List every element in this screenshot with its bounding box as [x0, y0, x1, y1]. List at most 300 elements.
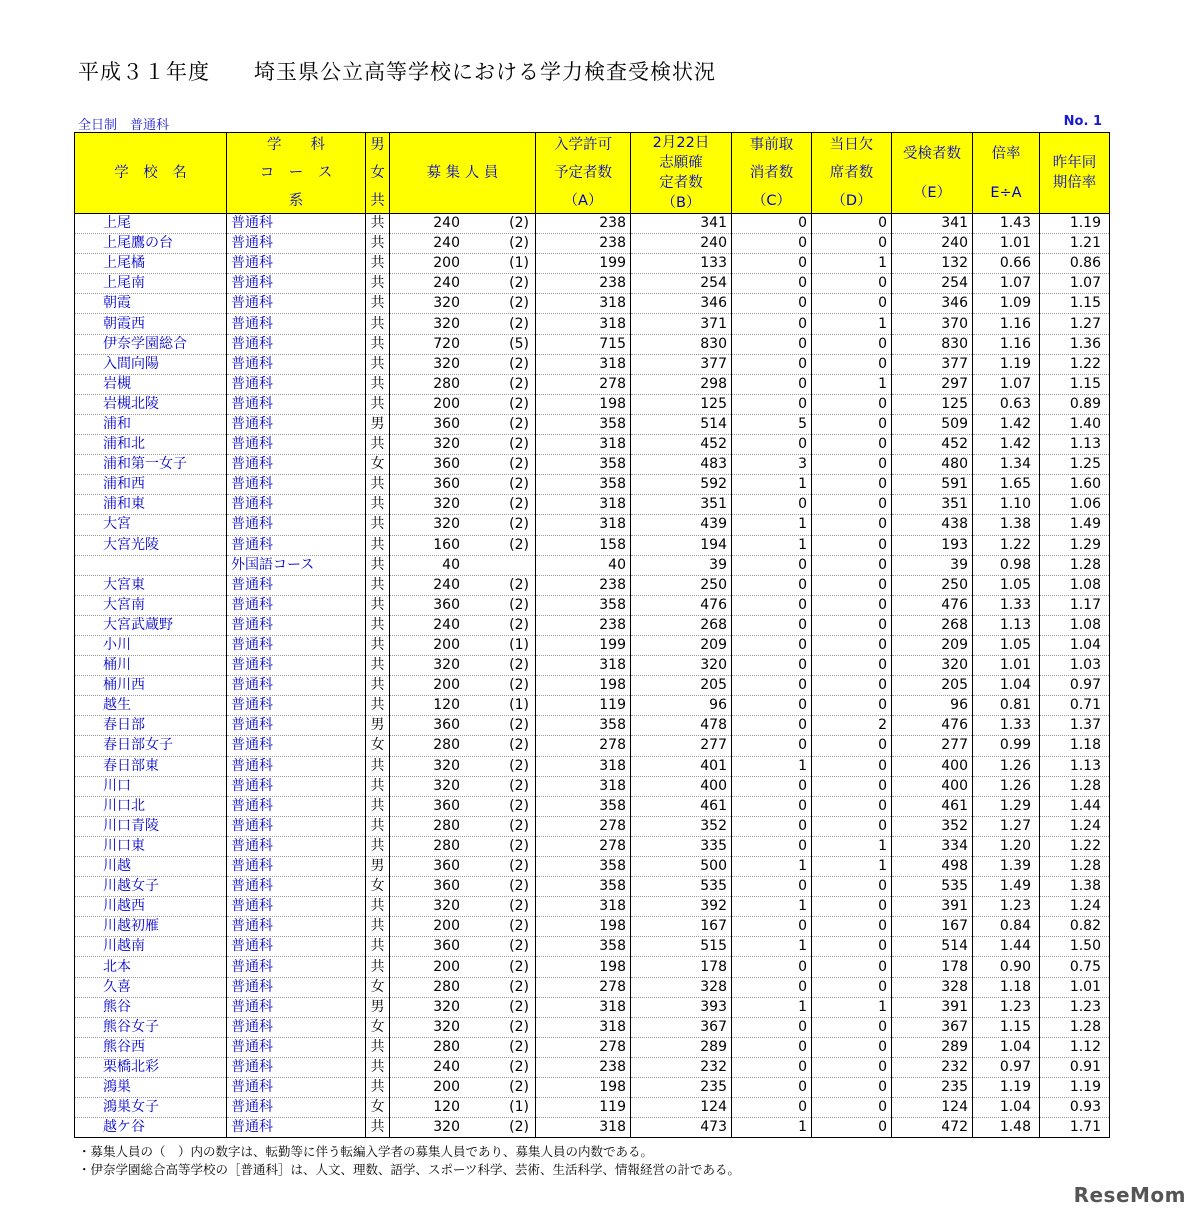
quota-value: 200: [433, 395, 460, 412]
table-row: [75, 575, 1110, 595]
examinees-cell: 514: [892, 937, 973, 957]
header-d: 当日欠 席者数 （D）: [812, 133, 892, 214]
course-cell: 普通科: [227, 635, 366, 655]
planned-admissions-cell: 318: [536, 656, 631, 676]
gender-cell: 共: [366, 796, 390, 816]
quota-transfer: (2): [509, 677, 529, 694]
prev-ratio-cell: 1.01: [1040, 977, 1110, 997]
applicants-cell: 352: [631, 816, 732, 836]
prev-ratio-cell: 0.91: [1040, 1057, 1110, 1077]
prev-ratio-cell: 1.07: [1040, 274, 1110, 294]
withdrawn-cell: 0: [732, 1098, 812, 1118]
applicants-cell: 830: [631, 334, 732, 354]
quota-value: 280: [433, 737, 460, 754]
examinees-cell: 250: [892, 575, 973, 595]
planned-admissions-cell: 358: [536, 475, 631, 495]
ratio-cell: 1.10: [973, 495, 1040, 515]
school-name-cell: 浦和: [75, 414, 227, 434]
withdrawn-cell: 0: [732, 836, 812, 856]
planned-admissions-cell: 318: [536, 897, 631, 917]
table-row: [75, 354, 1110, 374]
ratio-cell: 1.38: [973, 515, 1040, 535]
planned-admissions-cell: 40: [536, 555, 631, 575]
course-cell: 外国語コース: [227, 555, 366, 575]
prev-ratio-cell: 1.23: [1040, 997, 1110, 1017]
quota-value: 240: [433, 235, 460, 252]
quota-cell: [390, 977, 536, 997]
prev-ratio-cell: 1.27: [1040, 314, 1110, 334]
quota-transfer: (2): [509, 235, 529, 252]
quota-transfer: (2): [509, 355, 529, 372]
school-name-cell: 桶川西: [75, 676, 227, 696]
quota-cell: [390, 957, 536, 977]
gender-cell: 共: [366, 836, 390, 856]
quota-value: 320: [433, 657, 460, 674]
examinees-cell: 334: [892, 836, 973, 856]
quota-value: 240: [433, 275, 460, 292]
ratio-cell: 0.66: [973, 254, 1040, 274]
school-name-cell: 春日部東: [75, 756, 227, 776]
prev-ratio-cell: 1.44: [1040, 796, 1110, 816]
quota-value: 360: [433, 878, 460, 895]
gender-cell: 共: [366, 354, 390, 374]
quota-value: 360: [433, 415, 460, 432]
results-table: [74, 132, 1110, 1138]
course-cell: 普通科: [227, 977, 366, 997]
gender-cell: 共: [366, 495, 390, 515]
absent-cell: 0: [812, 414, 892, 434]
ratio-cell: 1.22: [973, 535, 1040, 555]
absent-cell: 1: [812, 997, 892, 1017]
withdrawn-cell: 0: [732, 1017, 812, 1037]
quota-transfer: (2): [509, 476, 529, 493]
table-row: [75, 937, 1110, 957]
quota-transfer: (1): [509, 637, 529, 654]
absent-cell: 1: [812, 857, 892, 877]
prev-ratio-cell: 0.71: [1040, 696, 1110, 716]
applicants-cell: 320: [631, 656, 732, 676]
applicants-cell: 371: [631, 314, 732, 334]
course-cell: 普通科: [227, 957, 366, 977]
quota-value: 280: [433, 817, 460, 834]
applicants-cell: 535: [631, 877, 732, 897]
prev-ratio-cell: 0.89: [1040, 394, 1110, 414]
gender-cell: 共: [366, 475, 390, 495]
table-row: [75, 676, 1110, 696]
header-gender: 男 女 共: [366, 133, 390, 214]
course-cell: 普通科: [227, 1017, 366, 1037]
table-row: [75, 515, 1110, 535]
school-name-cell: 伊奈学園総合: [75, 334, 227, 354]
applicants-cell: 133: [631, 254, 732, 274]
gender-cell: 女: [366, 1098, 390, 1118]
school-name-cell: 熊谷: [75, 997, 227, 1017]
table-row: [75, 836, 1110, 856]
applicants-cell: 205: [631, 676, 732, 696]
quota-value: 320: [433, 295, 460, 312]
quota-value: 320: [433, 496, 460, 513]
quota-cell: [390, 294, 536, 314]
ratio-cell: 1.26: [973, 756, 1040, 776]
examinees-cell: 277: [892, 736, 973, 756]
prev-ratio-cell: 0.93: [1040, 1098, 1110, 1118]
school-name-cell: 上尾鷹の台: [75, 234, 227, 254]
examinees-cell: 438: [892, 515, 973, 535]
planned-admissions-cell: 199: [536, 635, 631, 655]
gender-cell: 共: [366, 535, 390, 555]
school-name-cell: 栗橋北彩: [75, 1057, 227, 1077]
prev-ratio-cell: 1.15: [1040, 294, 1110, 314]
withdrawn-cell: 0: [732, 354, 812, 374]
planned-admissions-cell: 238: [536, 1057, 631, 1077]
ratio-cell: 1.42: [973, 435, 1040, 455]
quota-cell: [390, 736, 536, 756]
quota-value: 240: [433, 616, 460, 633]
planned-admissions-cell: 318: [536, 1017, 631, 1037]
course-cell: 普通科: [227, 435, 366, 455]
withdrawn-cell: 1: [732, 475, 812, 495]
planned-admissions-cell: 318: [536, 294, 631, 314]
prev-ratio-cell: 1.40: [1040, 414, 1110, 434]
planned-admissions-cell: 358: [536, 937, 631, 957]
ratio-cell: 1.42: [973, 414, 1040, 434]
header-school: 学 校 名: [75, 133, 227, 214]
withdrawn-cell: 0: [732, 776, 812, 796]
gender-cell: 共: [366, 937, 390, 957]
course-cell: 普通科: [227, 575, 366, 595]
header-ratio: 倍率 E÷A: [973, 133, 1040, 214]
quota-cell: [390, 776, 536, 796]
quota-cell: [390, 254, 536, 274]
table-row: [75, 234, 1110, 254]
absent-cell: 0: [812, 595, 892, 615]
school-name-cell: 朝霞: [75, 294, 227, 314]
absent-cell: 0: [812, 234, 892, 254]
prev-ratio-cell: 1.12: [1040, 1037, 1110, 1057]
absent-cell: 0: [812, 214, 892, 234]
quota-transfer: (2): [509, 717, 529, 734]
header-a: 入学許可 予定者数 （A）: [536, 133, 631, 214]
prev-ratio-cell: 1.21: [1040, 234, 1110, 254]
quota-value: 360: [433, 938, 460, 955]
prev-ratio-cell: 1.38: [1040, 877, 1110, 897]
absent-cell: 0: [812, 334, 892, 354]
applicants-cell: 341: [631, 214, 732, 234]
course-cell: 普通科: [227, 1057, 366, 1077]
prev-ratio-cell: 1.03: [1040, 656, 1110, 676]
course-cell: 普通科: [227, 756, 366, 776]
examinees-cell: 209: [892, 635, 973, 655]
examinees-cell: 391: [892, 897, 973, 917]
quota-transfer: (2): [509, 898, 529, 915]
prev-ratio-cell: 1.50: [1040, 937, 1110, 957]
quota-value: 360: [433, 596, 460, 613]
gender-cell: 共: [366, 254, 390, 274]
examinees-cell: 498: [892, 857, 973, 877]
quota-value: 360: [433, 858, 460, 875]
school-name-cell: 上尾南: [75, 274, 227, 294]
gender-cell: 共: [366, 676, 390, 696]
school-name-cell: 入間向陽: [75, 354, 227, 374]
quota-value: 320: [433, 1018, 460, 1035]
quota-value: 40: [442, 556, 460, 573]
absent-cell: 0: [812, 555, 892, 575]
prev-ratio-cell: 1.08: [1040, 615, 1110, 635]
applicants-cell: 439: [631, 515, 732, 535]
quota-transfer: (2): [509, 536, 529, 553]
planned-admissions-cell: 238: [536, 274, 631, 294]
quota-transfer: (1): [509, 697, 529, 714]
quota-value: 360: [433, 476, 460, 493]
quota-value: 280: [433, 1038, 460, 1055]
school-name-cell: 川口北: [75, 796, 227, 816]
quota-cell: [390, 635, 536, 655]
ratio-cell: 0.98: [973, 555, 1040, 575]
ratio-cell: 0.99: [973, 736, 1040, 756]
school-name-cell: 久喜: [75, 977, 227, 997]
applicants-cell: 235: [631, 1078, 732, 1098]
ratio-cell: 1.16: [973, 334, 1040, 354]
quota-cell: [390, 656, 536, 676]
gender-cell: 共: [366, 435, 390, 455]
planned-admissions-cell: 198: [536, 1078, 631, 1098]
quota-transfer: (2): [509, 295, 529, 312]
planned-admissions-cell: 318: [536, 515, 631, 535]
gender-cell: 女: [366, 977, 390, 997]
prev-ratio-cell: 1.25: [1040, 455, 1110, 475]
prev-ratio-cell: 0.75: [1040, 957, 1110, 977]
examinees-cell: 509: [892, 414, 973, 434]
quota-cell: [390, 696, 536, 716]
table-body: [75, 214, 1110, 1138]
planned-admissions-cell: 318: [536, 435, 631, 455]
prev-ratio-cell: 0.82: [1040, 917, 1110, 937]
quota-transfer: (2): [509, 395, 529, 412]
gender-cell: 共: [366, 1037, 390, 1057]
course-cell: 普通科: [227, 937, 366, 957]
course-cell: 普通科: [227, 274, 366, 294]
applicants-cell: 452: [631, 435, 732, 455]
gender-cell: 共: [366, 917, 390, 937]
absent-cell: 0: [812, 776, 892, 796]
absent-cell: 0: [812, 515, 892, 535]
prev-ratio-cell: 1.28: [1040, 555, 1110, 575]
quota-transfer: (2): [509, 1119, 529, 1136]
gender-cell: 共: [366, 234, 390, 254]
quota-cell: [390, 394, 536, 414]
table-row: [75, 1118, 1110, 1138]
prev-ratio-cell: 1.13: [1040, 756, 1110, 776]
school-name-cell: 大宮: [75, 515, 227, 535]
prev-ratio-cell: 1.18: [1040, 736, 1110, 756]
absent-cell: 0: [812, 736, 892, 756]
quota-cell: [390, 515, 536, 535]
quota-value: 240: [433, 1058, 460, 1075]
applicants-cell: 289: [631, 1037, 732, 1057]
quota-transfer: (2): [509, 456, 529, 473]
quota-value: 200: [433, 677, 460, 694]
ratio-cell: 1.29: [973, 796, 1040, 816]
absent-cell: 0: [812, 435, 892, 455]
absent-cell: 2: [812, 716, 892, 736]
quota-transfer: (2): [509, 837, 529, 854]
gender-cell: 共: [366, 957, 390, 977]
absent-cell: 0: [812, 977, 892, 997]
quota-value: 160: [433, 536, 460, 553]
planned-admissions-cell: 199: [536, 254, 631, 274]
withdrawn-cell: 0: [732, 274, 812, 294]
results-table-wrapper: [74, 132, 1109, 1138]
quota-cell: [390, 314, 536, 334]
quota-transfer: (2): [509, 1058, 529, 1075]
school-name-cell: 春日部女子: [75, 736, 227, 756]
quota-value: 320: [433, 355, 460, 372]
gender-cell: 共: [366, 334, 390, 354]
gender-cell: 共: [366, 314, 390, 334]
course-cell: 普通科: [227, 1098, 366, 1118]
ratio-cell: 0.84: [973, 917, 1040, 937]
table-row: [75, 1078, 1110, 1098]
ratio-cell: 1.33: [973, 716, 1040, 736]
gender-cell: 男: [366, 414, 390, 434]
ratio-cell: 1.04: [973, 676, 1040, 696]
examinees-cell: 328: [892, 977, 973, 997]
school-name-cell: 北本: [75, 957, 227, 977]
ratio-cell: 1.26: [973, 776, 1040, 796]
quota-transfer: (2): [509, 858, 529, 875]
withdrawn-cell: 0: [732, 957, 812, 977]
gender-cell: 共: [366, 515, 390, 535]
table-row: [75, 776, 1110, 796]
quota-cell: [390, 1098, 536, 1118]
quota-transfer: (2): [509, 958, 529, 975]
table-row: [75, 696, 1110, 716]
gender-cell: 共: [366, 776, 390, 796]
school-name-cell: 大宮武蔵野: [75, 615, 227, 635]
quota-value: 240: [433, 576, 460, 593]
table-row: [75, 1098, 1110, 1118]
ratio-cell: 1.18: [973, 977, 1040, 997]
withdrawn-cell: 0: [732, 917, 812, 937]
table-row: [75, 475, 1110, 495]
examinees-cell: 480: [892, 455, 973, 475]
withdrawn-cell: 0: [732, 374, 812, 394]
applicants-cell: 277: [631, 736, 732, 756]
gender-cell: 共: [366, 214, 390, 234]
table-row: [75, 796, 1110, 816]
quota-value: 320: [433, 757, 460, 774]
quota-value: 200: [433, 255, 460, 272]
school-name-cell: 川越南: [75, 937, 227, 957]
ratio-cell: 1.19: [973, 354, 1040, 374]
prev-ratio-cell: 1.08: [1040, 575, 1110, 595]
planned-admissions-cell: 318: [536, 776, 631, 796]
prev-ratio-cell: 1.24: [1040, 897, 1110, 917]
gender-cell: 女: [366, 455, 390, 475]
ratio-cell: 1.04: [973, 1037, 1040, 1057]
planned-admissions-cell: 198: [536, 917, 631, 937]
absent-cell: 0: [812, 1118, 892, 1138]
withdrawn-cell: 0: [732, 435, 812, 455]
quota-cell: [390, 495, 536, 515]
gender-cell: 女: [366, 736, 390, 756]
table-row: [75, 274, 1110, 294]
table-row: [75, 495, 1110, 515]
quota-transfer: (2): [509, 496, 529, 513]
quota-transfer: (2): [509, 918, 529, 935]
gender-cell: 共: [366, 1057, 390, 1077]
applicants-cell: 514: [631, 414, 732, 434]
absent-cell: 0: [812, 455, 892, 475]
applicants-cell: 377: [631, 354, 732, 374]
course-cell: 普通科: [227, 535, 366, 555]
planned-admissions-cell: 358: [536, 857, 631, 877]
table-row: [75, 977, 1110, 997]
gender-cell: 男: [366, 997, 390, 1017]
gender-cell: 共: [366, 635, 390, 655]
applicants-cell: 167: [631, 917, 732, 937]
planned-admissions-cell: 318: [536, 495, 631, 515]
quota-cell: [390, 816, 536, 836]
table-row: [75, 1057, 1110, 1077]
withdrawn-cell: 0: [732, 1078, 812, 1098]
withdrawn-cell: 0: [732, 595, 812, 615]
quota-value: 120: [433, 1099, 460, 1116]
examinees-cell: 125: [892, 394, 973, 414]
ratio-cell: 1.65: [973, 475, 1040, 495]
absent-cell: 1: [812, 314, 892, 334]
course-cell: 普通科: [227, 736, 366, 756]
prev-ratio-cell: 1.37: [1040, 716, 1110, 736]
ratio-cell: 1.33: [973, 595, 1040, 615]
quota-cell: [390, 615, 536, 635]
table-row: [75, 917, 1110, 937]
planned-admissions-cell: 238: [536, 575, 631, 595]
quota-transfer: (2): [509, 415, 529, 432]
course-cell: 普通科: [227, 816, 366, 836]
quota-value: 320: [433, 998, 460, 1015]
quota-cell: [390, 334, 536, 354]
quota-transfer: (2): [509, 777, 529, 794]
quota-transfer: (2): [509, 275, 529, 292]
quota-transfer: (2): [509, 616, 529, 633]
planned-admissions-cell: 238: [536, 615, 631, 635]
quota-transfer: (2): [509, 797, 529, 814]
absent-cell: 0: [812, 615, 892, 635]
table-row: [75, 435, 1110, 455]
course-cell: 普通科: [227, 314, 366, 334]
school-name-cell: 浦和北: [75, 435, 227, 455]
page-title: 平成３１年度 埼玉県公立高等学校における学力検査受検状況: [78, 60, 716, 84]
withdrawn-cell: 0: [732, 635, 812, 655]
ratio-cell: 1.23: [973, 997, 1040, 1017]
applicants-cell: 96: [631, 696, 732, 716]
absent-cell: 0: [812, 635, 892, 655]
withdrawn-cell: 1: [732, 937, 812, 957]
applicants-cell: 393: [631, 997, 732, 1017]
planned-admissions-cell: 358: [536, 455, 631, 475]
school-name-cell: 熊谷西: [75, 1037, 227, 1057]
gender-cell: 共: [366, 756, 390, 776]
school-name-cell: 上尾橘: [75, 254, 227, 274]
school-name-cell: 川口: [75, 776, 227, 796]
ratio-cell: 1.23: [973, 897, 1040, 917]
absent-cell: 0: [812, 1057, 892, 1077]
examinees-cell: 377: [892, 354, 973, 374]
planned-admissions-cell: 358: [536, 414, 631, 434]
absent-cell: 0: [812, 917, 892, 937]
table-row: [75, 997, 1110, 1017]
